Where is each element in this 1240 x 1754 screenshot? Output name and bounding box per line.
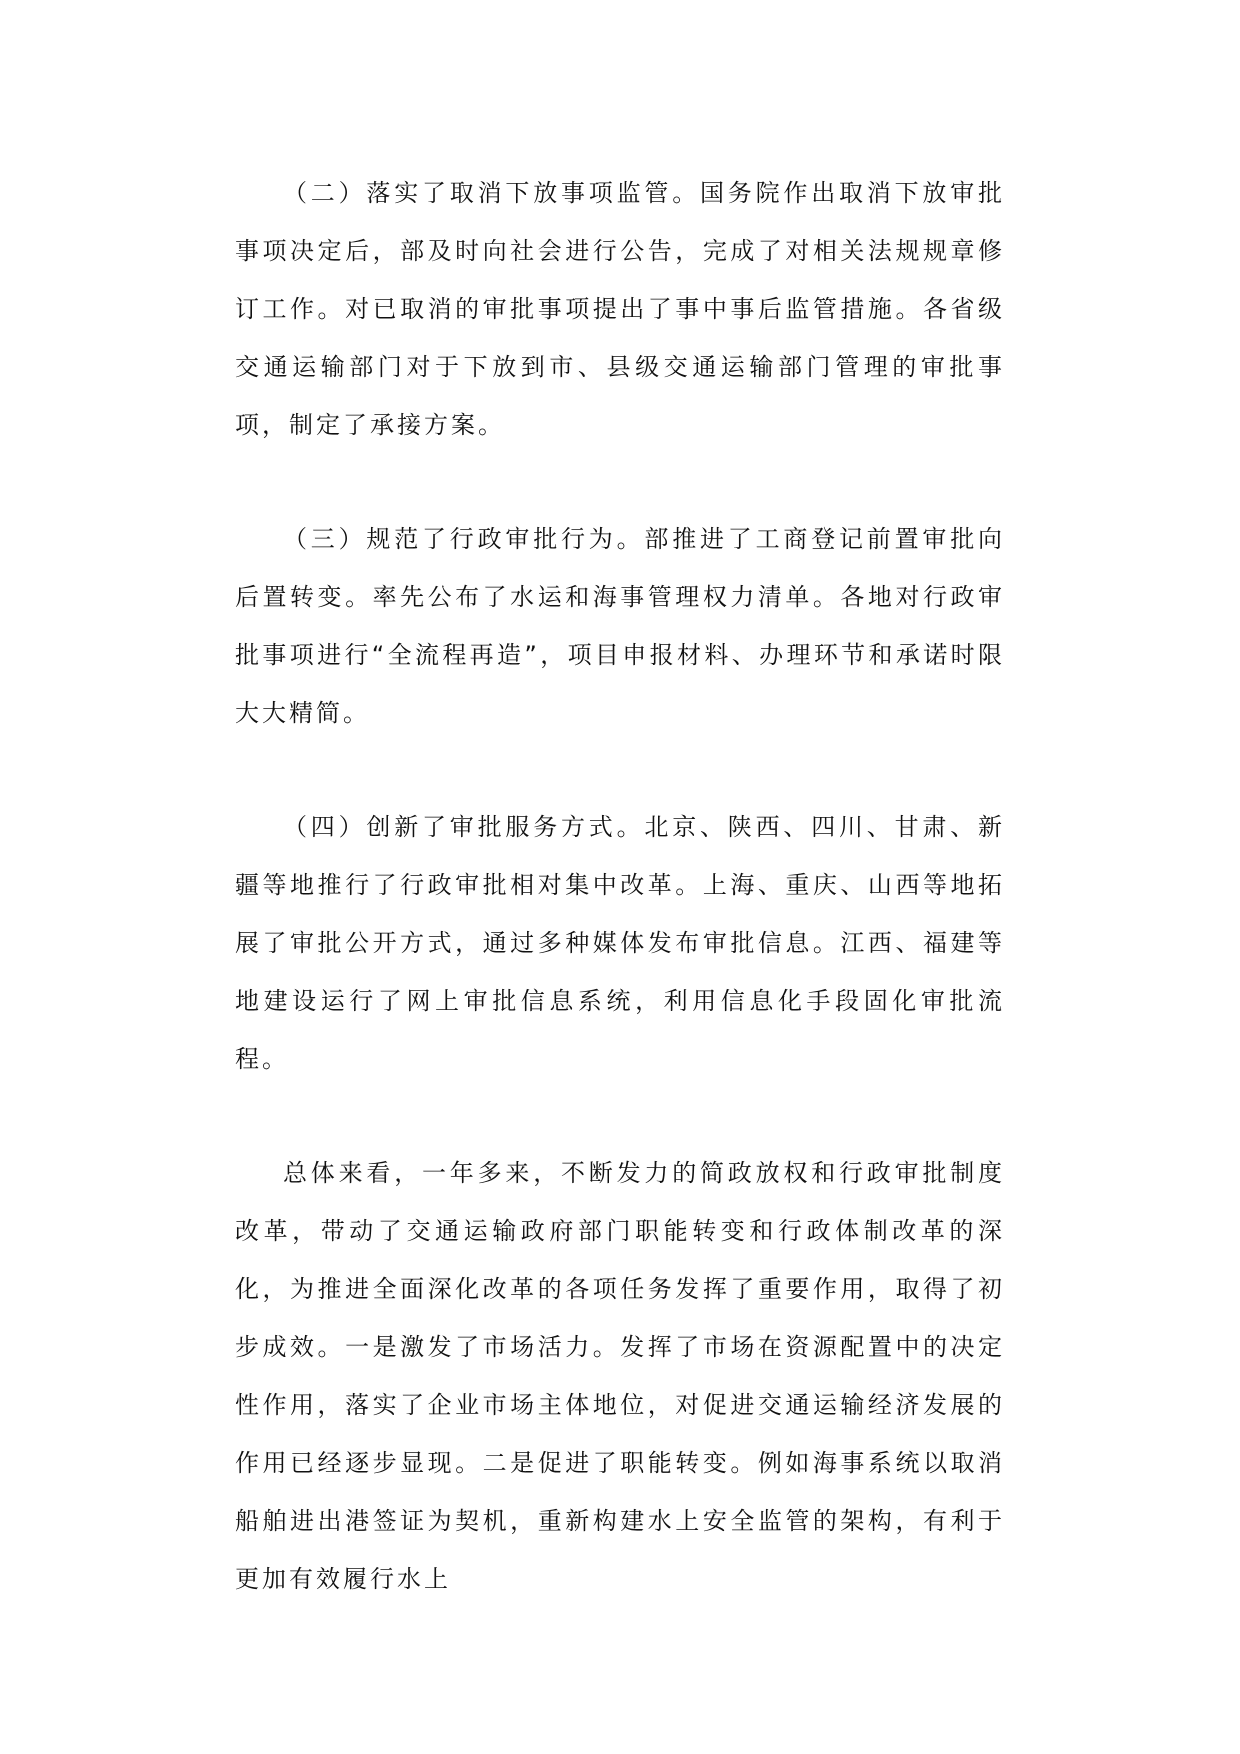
paragraph-spacer	[235, 1088, 1005, 1144]
paragraph-service-innovation: （四）创新了审批服务方式。北京、陕西、四川、甘肃、新疆等地推行了行政审批相对集中改革。上海、重庆、山西等地拓展了审批公开方式，通过多种媒体发布审批信息。江西、福建等地建设运行了网上审批信息系统，利用信息化手段固化审批流程。	[235, 813, 1005, 1073]
document-body	[235, 164, 1005, 1608]
paragraph-spacer	[235, 742, 1005, 798]
paragraph-approval-supervision: （二）落实了取消下放事项监管。国务院作出取消下放审批事项决定后，部及时向社会进行公告，完成了对相关法规规章修订工作。对已取消的审批事项提出了事中事后监管措施。各省级交通运输部门对于下放到市、县级交通运输部门管理的审批事项，制定了承接方案。	[235, 179, 1005, 439]
paragraph-approval-behavior: （三）规范了行政审批行为。部推进了工商登记前置审批向后置转变。率先公布了水运和海事管理权力清单。各地对行政审批事项进行“全流程再造”，项目申报材料、办理环节和承诺时限大大精简。	[235, 525, 1005, 727]
paragraph-spacer	[235, 454, 1005, 510]
paragraph-overall-summary: 总体来看，一年多来，不断发力的简政放权和行政审批制度改革，带动了交通运输政府部门职能转变和行政体制改革的深化，为推进全面深化改革的各项任务发挥了重要作用，取得了初步成效。一是激发了市场活力。发挥了市场在资源配置中的决定性作用，落实了企业市场主体地位，对促进交通运输经济发展的作用已经逐步显现。二是促进了职能转变。例如海事系统以取消船舶进出港签证为契机，重新构建水上安全监管的架构，有利于更加有效履行水上	[235, 1159, 1005, 1593]
